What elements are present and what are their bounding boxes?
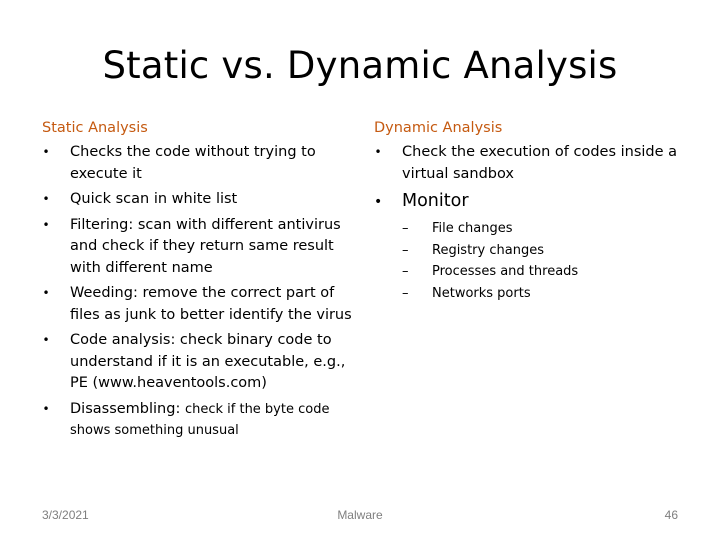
slide-number: 46 (664, 508, 678, 522)
dynamic-analysis-column (374, 118, 684, 304)
bullet-icon: • (42, 401, 50, 416)
static-analysis-column (42, 118, 357, 446)
sub-list-item-text: Registry changes (432, 242, 544, 258)
sub-list-item (402, 218, 684, 240)
slide-title: Static vs. Dynamic Analysis (102, 44, 618, 87)
list-item-text: Monitor (402, 191, 469, 211)
bullet-icon: • (42, 217, 50, 232)
bullet-icon: • (374, 145, 382, 159)
monitor-sublist (402, 218, 684, 304)
bullet-icon: • (42, 145, 50, 159)
dash-icon: – (402, 264, 409, 279)
dynamic-analysis-list (374, 142, 684, 214)
static-analysis-heading: Static Analysis (42, 120, 148, 136)
list-item-small-text: check if the byte code shows something unusual (70, 401, 330, 438)
list-item (42, 283, 357, 326)
list-item (42, 142, 357, 185)
list-item-text: Weeding: remove the correct part of files as junk to better identify the virus (70, 285, 352, 323)
sub-list-item (402, 240, 684, 262)
sub-list-item (402, 261, 684, 283)
dynamic-analysis-heading: Dynamic Analysis (374, 120, 503, 136)
list-item-text: Code analysis: check binary code to understand if it is an executable, e.g., PE (www.heaventools.com) (70, 332, 346, 391)
bullet-icon: • (42, 286, 50, 300)
bullet-icon: • (42, 192, 50, 206)
footer-date: 3/3/2021 (42, 508, 89, 522)
dash-icon: – (402, 242, 409, 258)
list-item (42, 399, 357, 442)
bullet-icon: • (374, 194, 383, 210)
footer-title: Malware (337, 508, 383, 522)
list-item-text: Check the execution of codes inside a virtual sandbox (402, 144, 678, 182)
list-item-text: Quick scan in white list (70, 191, 238, 207)
sub-list-item (402, 283, 684, 305)
dash-icon: – (402, 285, 409, 301)
list-item-text: Filtering: scan with different antivirus and check if they return same result with different name (70, 216, 341, 276)
list-item (374, 142, 684, 185)
sub-list-item-text: File changes (432, 221, 513, 236)
list-item (374, 189, 684, 214)
static-analysis-list (42, 142, 357, 442)
dash-icon: – (402, 221, 409, 236)
list-item-text: Disassembling: (70, 400, 185, 417)
list-item (42, 330, 357, 395)
list-item-text: Checks the code without trying to execute it (70, 144, 316, 182)
list-item (42, 189, 357, 211)
list-item (42, 215, 357, 280)
sub-list-item-text: Networks ports (432, 285, 531, 301)
sub-list-item-text: Processes and threads (432, 264, 579, 279)
bullet-icon: • (42, 333, 50, 347)
